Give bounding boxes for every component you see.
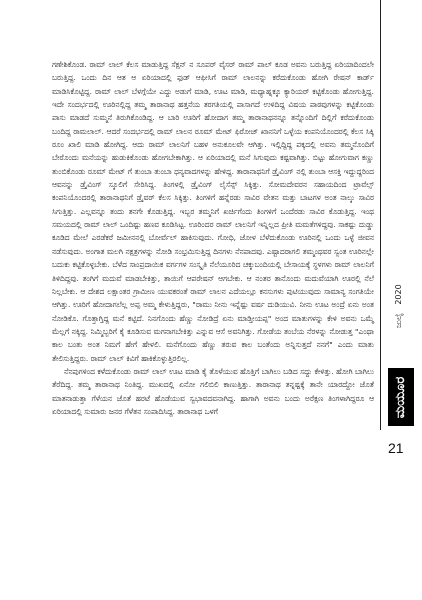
page-number: 21 bbox=[388, 440, 404, 456]
brand-box bbox=[388, 368, 414, 426]
issue-label bbox=[394, 248, 404, 328]
side-strip bbox=[380, 0, 422, 600]
vertical-rule bbox=[380, 0, 381, 430]
paragraph-2: ನೆನಪುಗಳಿಂದ ಕಳೆದುಕೊಂಡು ರಾಮ್ ಲಾಲ್ ಊಟ ಮಾಡಿ ಕೈ ತೊಳೆಯುವ ಹೊತ್ತಿಗೆ ಬಾಗಿಲು ಬಡಿದ ಸದ್ದು ಕೇಳಿತ್ತು. ಹೋಗಿ ಬಾಗಿಲು ತೆರೆದಿದ್ದ. ತಮ್ಮ ತಾರಾನಾಥ ನಿಂತಿದ್ದ. ಮುಖದಲ್ಲಿ ಏನೋ ಗಲಿಬಿಲಿ ಕಾಣುತ್ತಿತ್ತು. ತಾರಾನಾಥ ತನ್ನಷ್ಟಕ್ಕೆ ತಾನೇ ಯಾರದ್ದೋ ಜೊತೆ ಮಾತನಾಡುತ್ತಾ ಗೆಳೆಯನ ಜೊತೆ ಹರಟೆ ಹೊಡೆಯುವ ಸ್ವಭಾವದವನಾಗಿದ್ದ. ಹಾಗಾಗಿ ಅವನು ಬಂದು ಅರೆಕ್ಷಣ ತಿಂಗಳಾಗಿದ್ದರೂ ಆ ಏರಿಯಾದಲ್ಲಿ ಸುಮಾರು ಜನರ ಗೆಳೆತನ ಸಂಪಾದಿಸಿದ್ದ. ತಾರಾನಾಥ ಒಳಗೆ bbox=[52, 366, 374, 416]
brand-name: ಮಯೂರ bbox=[393, 376, 409, 418]
issue-month: ಜುಲೈ bbox=[394, 313, 403, 328]
story-text bbox=[52, 58, 374, 418]
paragraph-1: ಗಣೇಶಿಕೊಂಡ. ರಾಮ್ ಲಾಲ್ ಕೆಲಸ ಮಾಡುತ್ತಿದ್ದ ಸೆಕ್ಷನ್ ನ ಸೂಪರ್ ವೈಸರ್ ರಾಮ್ ಪಾಲ್ ಕೂಡ ಅವನು ಬರುತ್ತಿದ್ದ ಏರಿಯಾದಿಂದಲೇ ಬರುತ್ತಿದ್ದ. ಒಂದು ದಿನ ಆತ ಆ ಏರಿಯಾದಲ್ಲಿ ಫುಡ್ ಆಫೀಸಿಗೆ ರಾಮ್ ಲಾಲನನ್ನು ಕರೆದುಕೊಂಡು ಹೋಗಿ ರೇಷನ್ ಕಾರ್ಡ್ ಮಾಡಿಸಿಕೊಟ್ಟಿದ್ದ. ರಾಮ್ ಲಾಲ್ ಬೆಳಗ್ಗೆಯೇ ಎದ್ದು ಅಡುಗೆ ಮಾಡಿ, ಊಟ ಮಾಡಿ, ಮಧ್ಯಾಹ್ನಕ್ಕೂ ಕ್ಯಾರಿಯರ್ ಕಟ್ಟಿಕೊಂಡು ಹೋಗುತ್ತಿದ್ದ. ಇದೇ ಸಂದರ್ಭದಲ್ಲಿ ಊರಿನಲ್ಲಿದ್ದ ತಮ್ಮ ತಾರಾನಾಥ ಹತ್ತನೆಯ ತರಗತಿಯಲ್ಲಿ ಪಾಸಾಗದೆ ಉಳಿದಿದ್ದ ವಿಷಯ ಪಾಠವುಗಳನ್ನು ಕಟ್ಟಿಕೊಂಡು ಪಾಸು ಮಾಡದೆ ಸುಮ್ಮನೆ ತಿರುಗಿಕೊಂಡಿದ್ದ. ಆ ಬಾರಿ ಊರಿಗೆ ಹೋದಾಗ ತಮ್ಮ ತಾರಾನಾಥನನ್ನೂ ತನ್ನೊಂದಿಗೆ ದಿಲ್ಲಿಗೆ ಕರೆದುಕೊಂಡು ಬಂದಿದ್ದ ರಾಮಲಾಲ್. ಆದರೆ ಸಂದರ್ಭದಲ್ಲಿ ರಾಮ್ ಲಾಲನ ರೂಮ್ ಮೇಟ್ ಫಿರೋಜ್ ಖಾನನಿಗೆ ಒಳ್ಳೆಯ ಕಂಪನಿಯೊಂದರಲ್ಲಿ ಕೆಲಸ ಸಿಕ್ಕಿ ರೂಂ ಖಾಲಿ ಮಾಡಿ ಹೋಗಿದ್ದ. ಆದು ರಾಮ್ ಲಾಲನಿಗೆ ಬಹಳ ಅನುಕೂಲವೇ ಆಗಿತ್ತು. ಇಲ್ಲಿದ್ದಿದ್ದ ಪಕ್ಕದಲ್ಲಿ ಅವನು ತಮ್ಮನೊಂದಿಗೆ ಬೇರೊಂದು ಮನೆಯನ್ನು ಹುಡುಕಿಕೊಂಡು ಹೋಗಬೇಕಾಗಿತ್ತು. ಆ ಏರಿಯಾದಲ್ಲಿ ಮನೆ ಸಿಗುವುದು ಕಷ್ಟವಾಗಿತ್ತು. ಬಿಟ್ಟು ಹೋಗುವಾಗ ಕಣ್ಣು ತುಂಬಿಕೊಂಡು ರೂಮ್ ಮೇಟ್ ಗೆ ತುಂಬಾ ತುಂಬಾ ಧನ್ಯವಾದಗಳನ್ನು ಹೇಳಿದ್ದ. ತಾರಾನಾಥನಿಗೆ ಡ್ರೈವಿಂಗ್ ನಲ್ಲಿ ತುಂಬಾ ಆಸಕ್ತಿ ಇದ್ದುದ್ದರಿಂದ ಆವನನ್ನು ಡ್ರೈವಿಂಗ್ ಸ್ಕೂಲಿಗೆ ಸೇರಿಸಿದ್ದ. ತಿಂಗಳಲ್ಲಿ ಡ್ರೈವಿಂಗ್ ಲೈಸೆನ್ಸ್ ಸಿಕ್ಕಿತ್ತು. ಸೋಮದೇವರನ ಸಹಾಯದಿಂದ ಟ್ರಾವೆಲ್ಸ್ ಕಂಪನಿಯೊಂದರಲ್ಲಿ ತಾರಾನಾಥನಿಗೆ ಡ್ರೈವರ್ ಕೆಲಸ ಸಿಕ್ಕಿತ್ತು. ತಿಂಗಳಿಗೆ ಹನ್ನೆರಡು ಸಾವಿರ ವೇತನ ಮತ್ತು ಬಾಟಗಳ ಅಂತ ನಾಲ್ಕು ಸಾವಿರ ಸಿಗುತ್ತಿತ್ತು. ಎಲ್ಲವನ್ನೂ ತಂದು ತನಗೇ ಕೊಡುತ್ತಿದ್ದ. ಇಬ್ಬರ ತಮ್ಮನಿಗೆ ಖರ್ಚಿಗೆಂದು ತಿಂಗಳಿಗೆ ಒಂದೆರಡು ಸಾವಿರ ಕೊಡುತ್ತಿದ್ದ. ಇಂಥ ಸಮಯದಲ್ಲಿ ರಾಮ್ ಲಾಲ್ ಒಂದಿಷ್ಟು ಹಣವ ಕೂಡಿಸಿಟ್ಟ. ಊರಿಂದರ ರಾಮ್ ಲಾಲನಿಗೆ ಇನ್ನಿಲ್ಲದ ಪ್ರೀತಿ ಮಮತೆಗಳಿದ್ದವು. ಸಾಕಷ್ಟು ದುಡ್ಡು ಕೂಡಿದ ಮೇಲೆ ಎರಡೆಕರೆ ಜಮೀನನಲ್ಲಿ ಬೋರ್ವೆಲ್ ಹಾಕಿಸುವುದು. ಗೋಧಿ, ಜೋಳ ಬೆಳೆದುಕೊಂಡು ಊರಿನಲ್ಲಿ ಒಂದು ಒಳ್ಳೆ ಜೀವನ ನಡೆಸುವುದು. ಅಂಗಾತ ಮಲಗಿ ನಕ್ಷತ್ರಗಳನ್ನು ನೋಡಿ ಸಂಭ್ರಮಿಸುತ್ತಿದ್ದ ದಿನಗಳು ನೆನಪಾದವು. ಎಷ್ಟಾದರಾಗಲಿ ತಮ್ಮಂಥವರ ಸ್ವಂತ ಊರಿನಲ್ಲೇ ಬದುಕು ಕಟ್ಟಿಕೊಳ್ಳಬೇಕು. ಬೆಳೆದ ಸಾಂಪ್ರದಾಯಿಕ ವರ್ಗಗಳ ಸಂಸ್ಕೃತಿ ನೆಲೆಯೂರಿದ ಚಕ್ಕುಬಂದಿಯಲ್ಲಿ ಬೇಸಾಯಕ್ಕೆ ಸ್ಥಳಗಳು ರಾಮ್ ಲಾಲನಿಗೆ ತಿಳಿದಿದ್ದವು. ತಂಗಿಗೆ ಮದುವೆ ಮಾಡಬೇಕಿತ್ತು, ತಾಯಿಗೆ ಆಪರೇಷನ್ ಆಗಬೇಕು. ಆ ನಂತರ ತಾನೊಂದು ಮದುವೆಯಾಗಿ ಊರಲ್ಲಿ ನೆಲೆ ನಿಲ್ಲಬೇಕು. ಆ ದೇಶದ ಲಕ್ಷಾಂತರ ಗ್ರಾಮೀಣ ಯುವಕರಂತೆ ರಾಮ್ ಲಾಲನ ಎದೆಯಲ್ಲೂ ಕನಸುಗಳು ಪುಟಿಯುವುದು ಸಾಮಾನ್ಯ ಸಂಗತಿಯೇ ಆಗಿತ್ತು. ಊರಿಗೆ ಹೋದಾಗಲೆಲ್ಲ ಅಪ್ಪ ಅಮ್ಮ ಕೇಳುತ್ತಿದ್ದರು, "ರಾಮು ನೀನು ಇನ್ನೆಷ್ಟು ವರ್ಷ ದುಡಿಯುವಿ. ನೀನು ಊಟ ಅಂದ್ರೆ ಏನು ಅಂತ ನೋಡಿಕೊ. ಗೊತ್ತಾಗ್ತಿದ್ದ ಮನೆ ಕಟ್ಟಿದೆ. ನಿನಗೊಂದು ಹೆಣ್ಣು ನೋಡಿದ್ರೆ ಏನು ಮಾಡ್ತೀಯಪ್ಪ" ಅಂದ ಮಾತುಗಳನ್ನು ಕೇಳಿ ಅವನು ಒಮ್ಮೆ ಮೆಲ್ಲಗೆ ನಕ್ಕಿದ್ದ. ನಿಮ್ಮಿಬ್ಬರಿಗೆ ಕೈ ಕೂಡಿಸುವ ಮಗನಾಗಬೇಕಿತ್ತು ಎನ್ನುವ ಆಸೆ ಅವನಿಗಿತ್ತು. ಗೋಡೆಯ ತಂಬೆಯ ನೆರಳನ್ನು ನೋಡುತ್ತ "ಎಂಥಾ ಕಾಲ ಬಂತು ಅಂತ ನಿಮಗೆ ಹೇಗೆ ಹೇಳಲಿ. ಮನೆಗೊಂದು ಹೆಣ್ಣು ತರುವ ಕಾಲ ಬಂತೆಂದು ಅನ್ನಿಸುತ್ತದೆ ನನಗೆ" ಎಂದು ಮಾತು ತೇಲಿಸುತ್ತಿದ್ದರು. ರಾಮ್ ಲಾಲ್ ಕಿವಿಗೆ ಹಾಕಿಕೊಳ್ಳುತ್ತಿರಲಿಲ್ಲ. bbox=[52, 60, 374, 363]
issue-year: 2020 bbox=[394, 284, 403, 305]
